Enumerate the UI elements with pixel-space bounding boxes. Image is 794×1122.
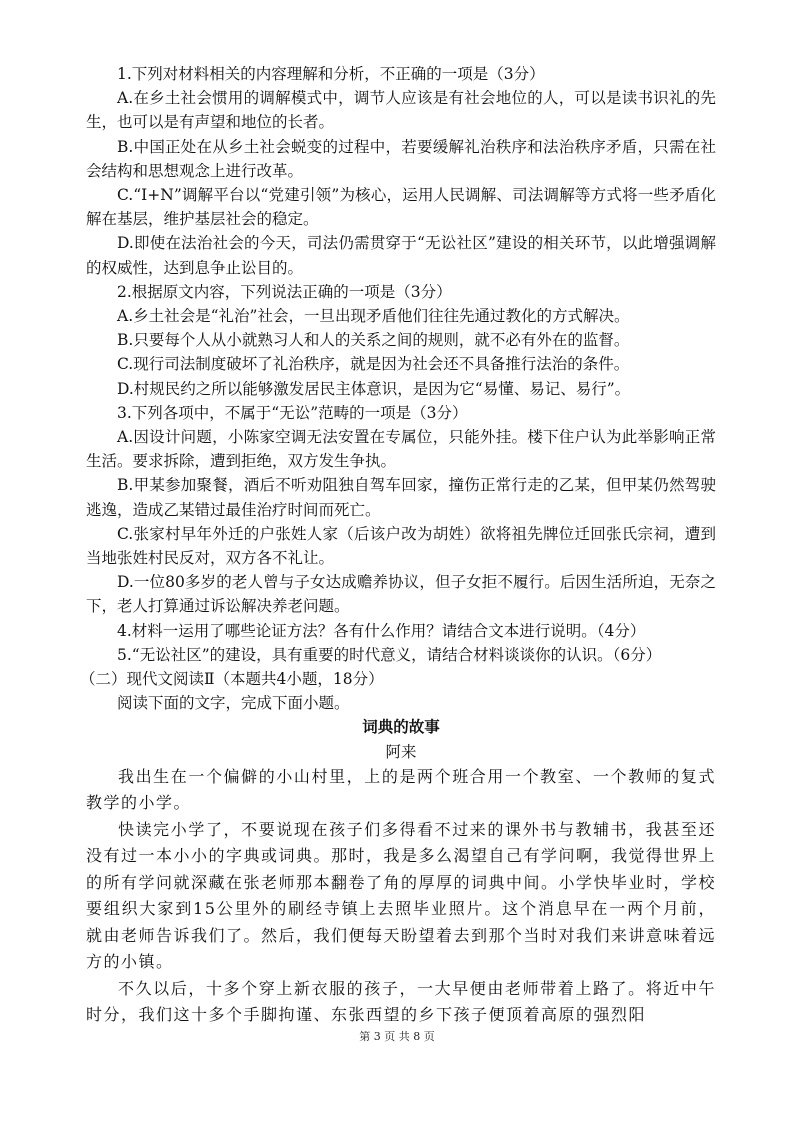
section-heading: （二）现代文阅读Ⅱ（本题共4小题，18分）: [80, 670, 384, 689]
option-a: A.因设计问题，小陈家空调无法安置在专属位，只能外挂。楼下住户认为此举影响正常生活。要求拆除，遭到拒绝，双方发生争执。: [86, 428, 716, 471]
question-4: 4.材料一运用了哪些论证方法？各有什么作用？请结合文本进行说明。（4分）: [117, 621, 646, 640]
option-b: B.只要每个人从小就熟习人和人的关系之间的规则，就不必有外在的监督。: [117, 331, 630, 350]
option-c: C.张家村早年外迁的户张姓人家（后该户改为胡姓）欲将祖先牌位迁回张氏宗祠，遭到当地张姓村民反对，双方各不礼让。: [86, 524, 716, 568]
option-d: D.一位80多岁的老人曾与子女达成赡养协议，但子女拒不履行。后因生活所迫，无奈之下，老人打算通过诉讼解决养老问题。: [86, 573, 716, 616]
question-stem: 3.下列各项中，不属于“无讼”范畴的一项是（3分）: [117, 403, 468, 422]
option-b: B.中国正处在从乡土社会蜕变的过程中，若要缓解礼治秩序和法治秩序矛盾，只需在社会结构和思想观念上进行改革。: [86, 137, 716, 180]
story-paragraph: 我出生在一个偏僻的小山村里，上的是两个班合用一个教室、一个教师的复式教学的小学。: [86, 766, 716, 813]
question-2: [86, 280, 716, 401]
page-footer: 第 3 页 共 8 页: [359, 1030, 435, 1043]
question-1: [86, 62, 716, 280]
option-c: C.“I+N”调解平台以“党建引领”为核心，运用人民调解、司法调解等方式将一些矛盾化解在基层，维护基层社会的稳定。: [86, 186, 716, 229]
question-stem: 2.根据原文内容，下列说法正确的一项是（3分）: [117, 282, 452, 301]
section-instruction: 阅读下面的文字，完成下面小题。: [117, 694, 350, 713]
question-3: [86, 401, 716, 619]
story-author: 阿来: [385, 742, 417, 761]
question-5: 5.“无讼社区”的建设，具有重要的时代意义，请结合材料谈谈你的认识。（6分）: [117, 645, 662, 664]
story-paragraph: 快读完小学了，不要说现在孩子们多得看不过来的课外书与教辅书，我甚至还没有过一本小小的字典或词典。那时，我是多么渴望自己有学问啊，我觉得世界上的所有学问就深藏在张老师那本翻卷了角的厚厚的词典中间。小学快毕业时，学校要组织大家到15公里外的刷经寺镇上去照毕业照片。这个消息早在一两个月前，就由老师告诉我们了。然后，我们便每天盼望着去到那个当时对我们来讲意味着远方的小镇。: [86, 819, 717, 972]
option-a: A.乡土社会是“礼治”社会，一旦出现矛盾他们往往先通过教化的方式解决。: [117, 307, 630, 326]
option-d: D.村规民约之所以能够激发居民主体意识，是因为它“易懂、易记、易行”。: [117, 379, 631, 398]
option-c: C.现行司法制度破坏了礼治秩序，就是因为社会还不具备推行法治的条件。: [117, 355, 630, 374]
option-d: D.即使在法治社会的今天，司法仍需贯穿于“无讼社区”建设的相关环节，以此增强调解的权威性，达到息争止讼目的。: [86, 234, 716, 277]
story-title: 词典的故事: [362, 718, 440, 737]
story-paragraph: 不久以后，十多个穿上新衣服的孩子，一大早便由老师带着上路了。将近中午时分，我们这十多个手脚拘谨、东张西望的乡下孩子便顶着高原的强烈阳: [86, 978, 716, 1025]
exam-page: [80, 62, 717, 1029]
option-b: B.甲某参加聚餐，酒后不听劝阻独自驾车回家，撞伤正常行走的乙某，但甲某仍然驾驶逃逸，造成乙某错过最佳治疗时间而死亡。: [86, 476, 716, 519]
question-stem: 1.下列对材料相关的内容理解和分析，不正确的一项是（3分）: [117, 65, 545, 83]
option-a: A.在乡土社会惯用的调解模式中，调节人应该是有社会地位的人，可以是读书识礼的先生，也可以是有声望和地位的长者。: [86, 89, 716, 132]
